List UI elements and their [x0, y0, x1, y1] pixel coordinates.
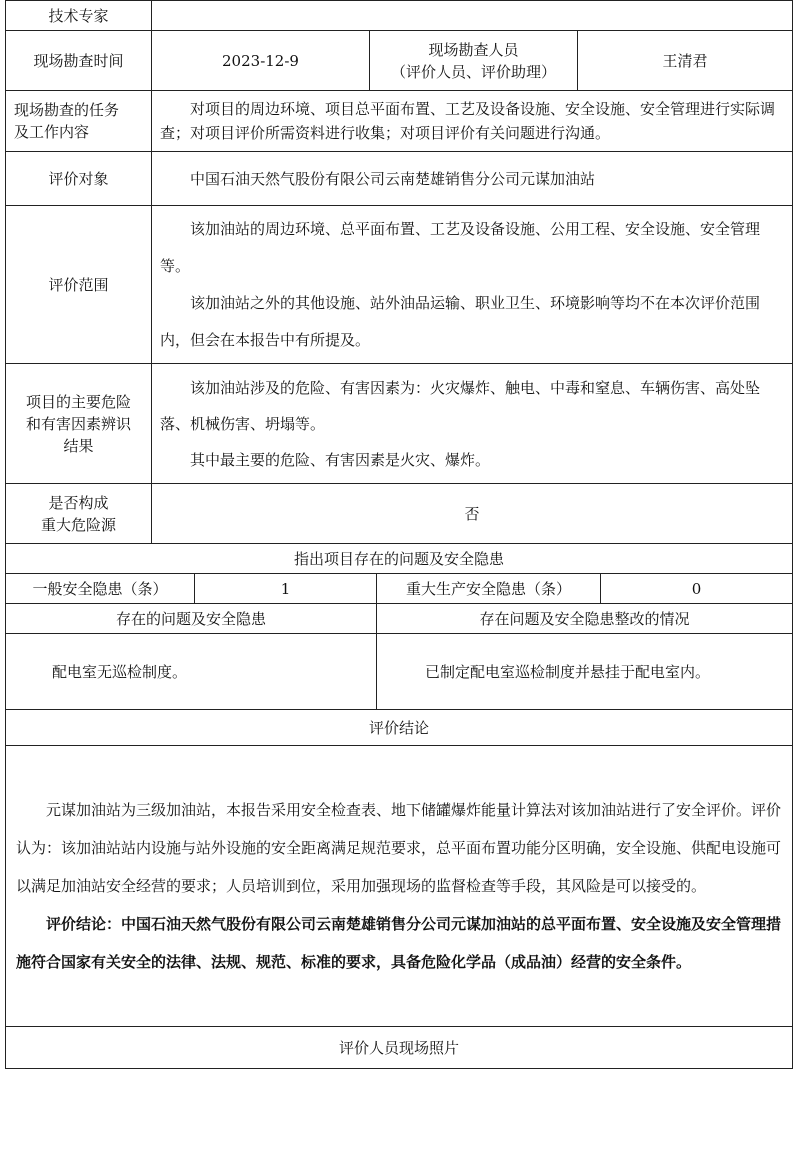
hazard-label-line1: 项目的主要危险 — [25, 392, 131, 411]
task-label-line1: 现场勘查的任务 — [14, 101, 120, 119]
hazard-paragraph-2: 其中最主要的危险、有害因素是火灾、爆炸。 — [190, 450, 491, 469]
fix-column-header: 存在问题及安全隐患整改的情况 — [377, 604, 793, 634]
issues-column-header: 存在的问题及安全隐患 — [6, 604, 377, 634]
tech-expert-label: 技术专家 — [6, 1, 152, 31]
row-conclusion-header — [6, 710, 793, 746]
row-hazard — [6, 364, 793, 484]
row-issues-header — [6, 544, 793, 574]
severe-hazard-label: 重大生产安全隐患（条） — [377, 574, 601, 604]
conclusion-paragraph-2: 评价结论：中国石油天然气股份有限公司云南楚雄销售分公司元谋加油站的总平面布置、安全设施及安全管理措施符合国家有关安全的法律、法规、规范、标准的要求，具备危险化学品（成品油）经营的安全条件。 — [16, 915, 782, 971]
major-hazard-value: 否 — [152, 484, 793, 544]
evaluation-table — [5, 0, 793, 1069]
row-scope — [6, 206, 793, 364]
row-tech-expert — [6, 1, 793, 31]
survey-staff-label-line2: （评价人员、评价助理） — [390, 62, 556, 81]
conclusion-header: 评价结论 — [6, 710, 793, 746]
row-major-hazard — [6, 484, 793, 544]
row-issue-item — [6, 634, 793, 710]
object-value: 中国石油天然气股份有限公司云南楚雄销售分公司元谋加油站 — [190, 169, 596, 188]
row-conclusion — [6, 746, 793, 1027]
row-object — [6, 152, 793, 206]
survey-staff-label — [370, 31, 578, 91]
hazard-label — [6, 364, 152, 484]
scope-label: 评价范围 — [6, 206, 152, 364]
hazard-label-line2: 和有害因素辨识 — [25, 414, 131, 433]
severe-hazard-count: 0 — [601, 574, 793, 604]
row-issue-counts — [6, 574, 793, 604]
row-issue-columns — [6, 604, 793, 634]
row-task — [6, 91, 793, 152]
scope-content — [152, 206, 793, 364]
survey-time-label: 现场勘查时间 — [6, 31, 152, 91]
object-label: 评价对象 — [6, 152, 152, 206]
survey-staff-value: 王清君 — [578, 31, 793, 91]
photos-header: 评价人员现场照片 — [6, 1027, 793, 1069]
fix-item-text: 已制定配电室巡检制度并悬挂于配电室内。 — [425, 662, 711, 681]
issue-item-text: 配电室无巡检制度。 — [52, 662, 188, 681]
survey-time-value: 2023-12-9 — [152, 31, 370, 91]
hazard-paragraph-1: 该加油站涉及的危险、有害因素为：火灾爆炸、触电、中毒和窒息、车辆伤害、高处坠落、机械伤害、坍塌等。 — [160, 378, 761, 433]
task-text: 对项目的周边环境、项目总平面布置、工艺及设备设施、安全设施、安全管理进行实际调查；对项目评价所需资料进行收集；对项目评价有关问题进行沟通。 — [160, 100, 776, 142]
survey-staff-label-line1: 现场勘查人员 — [428, 40, 519, 59]
conclusion-content — [6, 746, 793, 1027]
issue-item-cell — [6, 634, 377, 710]
scope-paragraph-1: 该加油站的周边环境、总平面布置、工艺及设备设施、公用工程、安全设施、安全管理等。 — [160, 219, 761, 275]
fix-item-cell — [377, 634, 793, 710]
major-hazard-label-line2: 重大危险源 — [40, 515, 116, 534]
row-survey — [6, 31, 793, 91]
task-content — [152, 91, 793, 152]
hazard-content — [152, 364, 793, 484]
major-hazard-label-line1: 是否构成 — [48, 493, 109, 512]
hazard-label-line3: 结果 — [63, 436, 94, 455]
task-label-line2: 及工作内容 — [14, 123, 90, 141]
conclusion-paragraph-1: 元谋加油站为三级加油站，本报告采用安全检查表、地下储罐爆炸能量计算法对该加油站进行了安全评价。评价认为：该加油站站内设施与站外设施的安全距离满足规范要求，总平面布置功能分区明确，安全设施、供配电设施可以满足加油站安全经营的要求；人员培训到位，采用加强现场的监督检查等手段，其风险是可以接受的。 — [16, 801, 782, 895]
object-content — [152, 152, 793, 206]
scope-paragraph-2: 该加油站之外的其他设施、站外油品运输、职业卫生、环境影响等均不在本次评价范围内，但会在本报告中有所提及。 — [160, 293, 761, 349]
tech-expert-value — [152, 1, 793, 31]
document-page — [5, 0, 792, 1157]
general-hazard-label: 一般安全隐患（条） — [6, 574, 195, 604]
row-photos-header — [6, 1027, 793, 1069]
major-hazard-label — [6, 484, 152, 544]
task-label — [6, 91, 152, 152]
general-hazard-count: 1 — [195, 574, 377, 604]
issues-header: 指出项目存在的问题及安全隐患 — [6, 544, 793, 574]
